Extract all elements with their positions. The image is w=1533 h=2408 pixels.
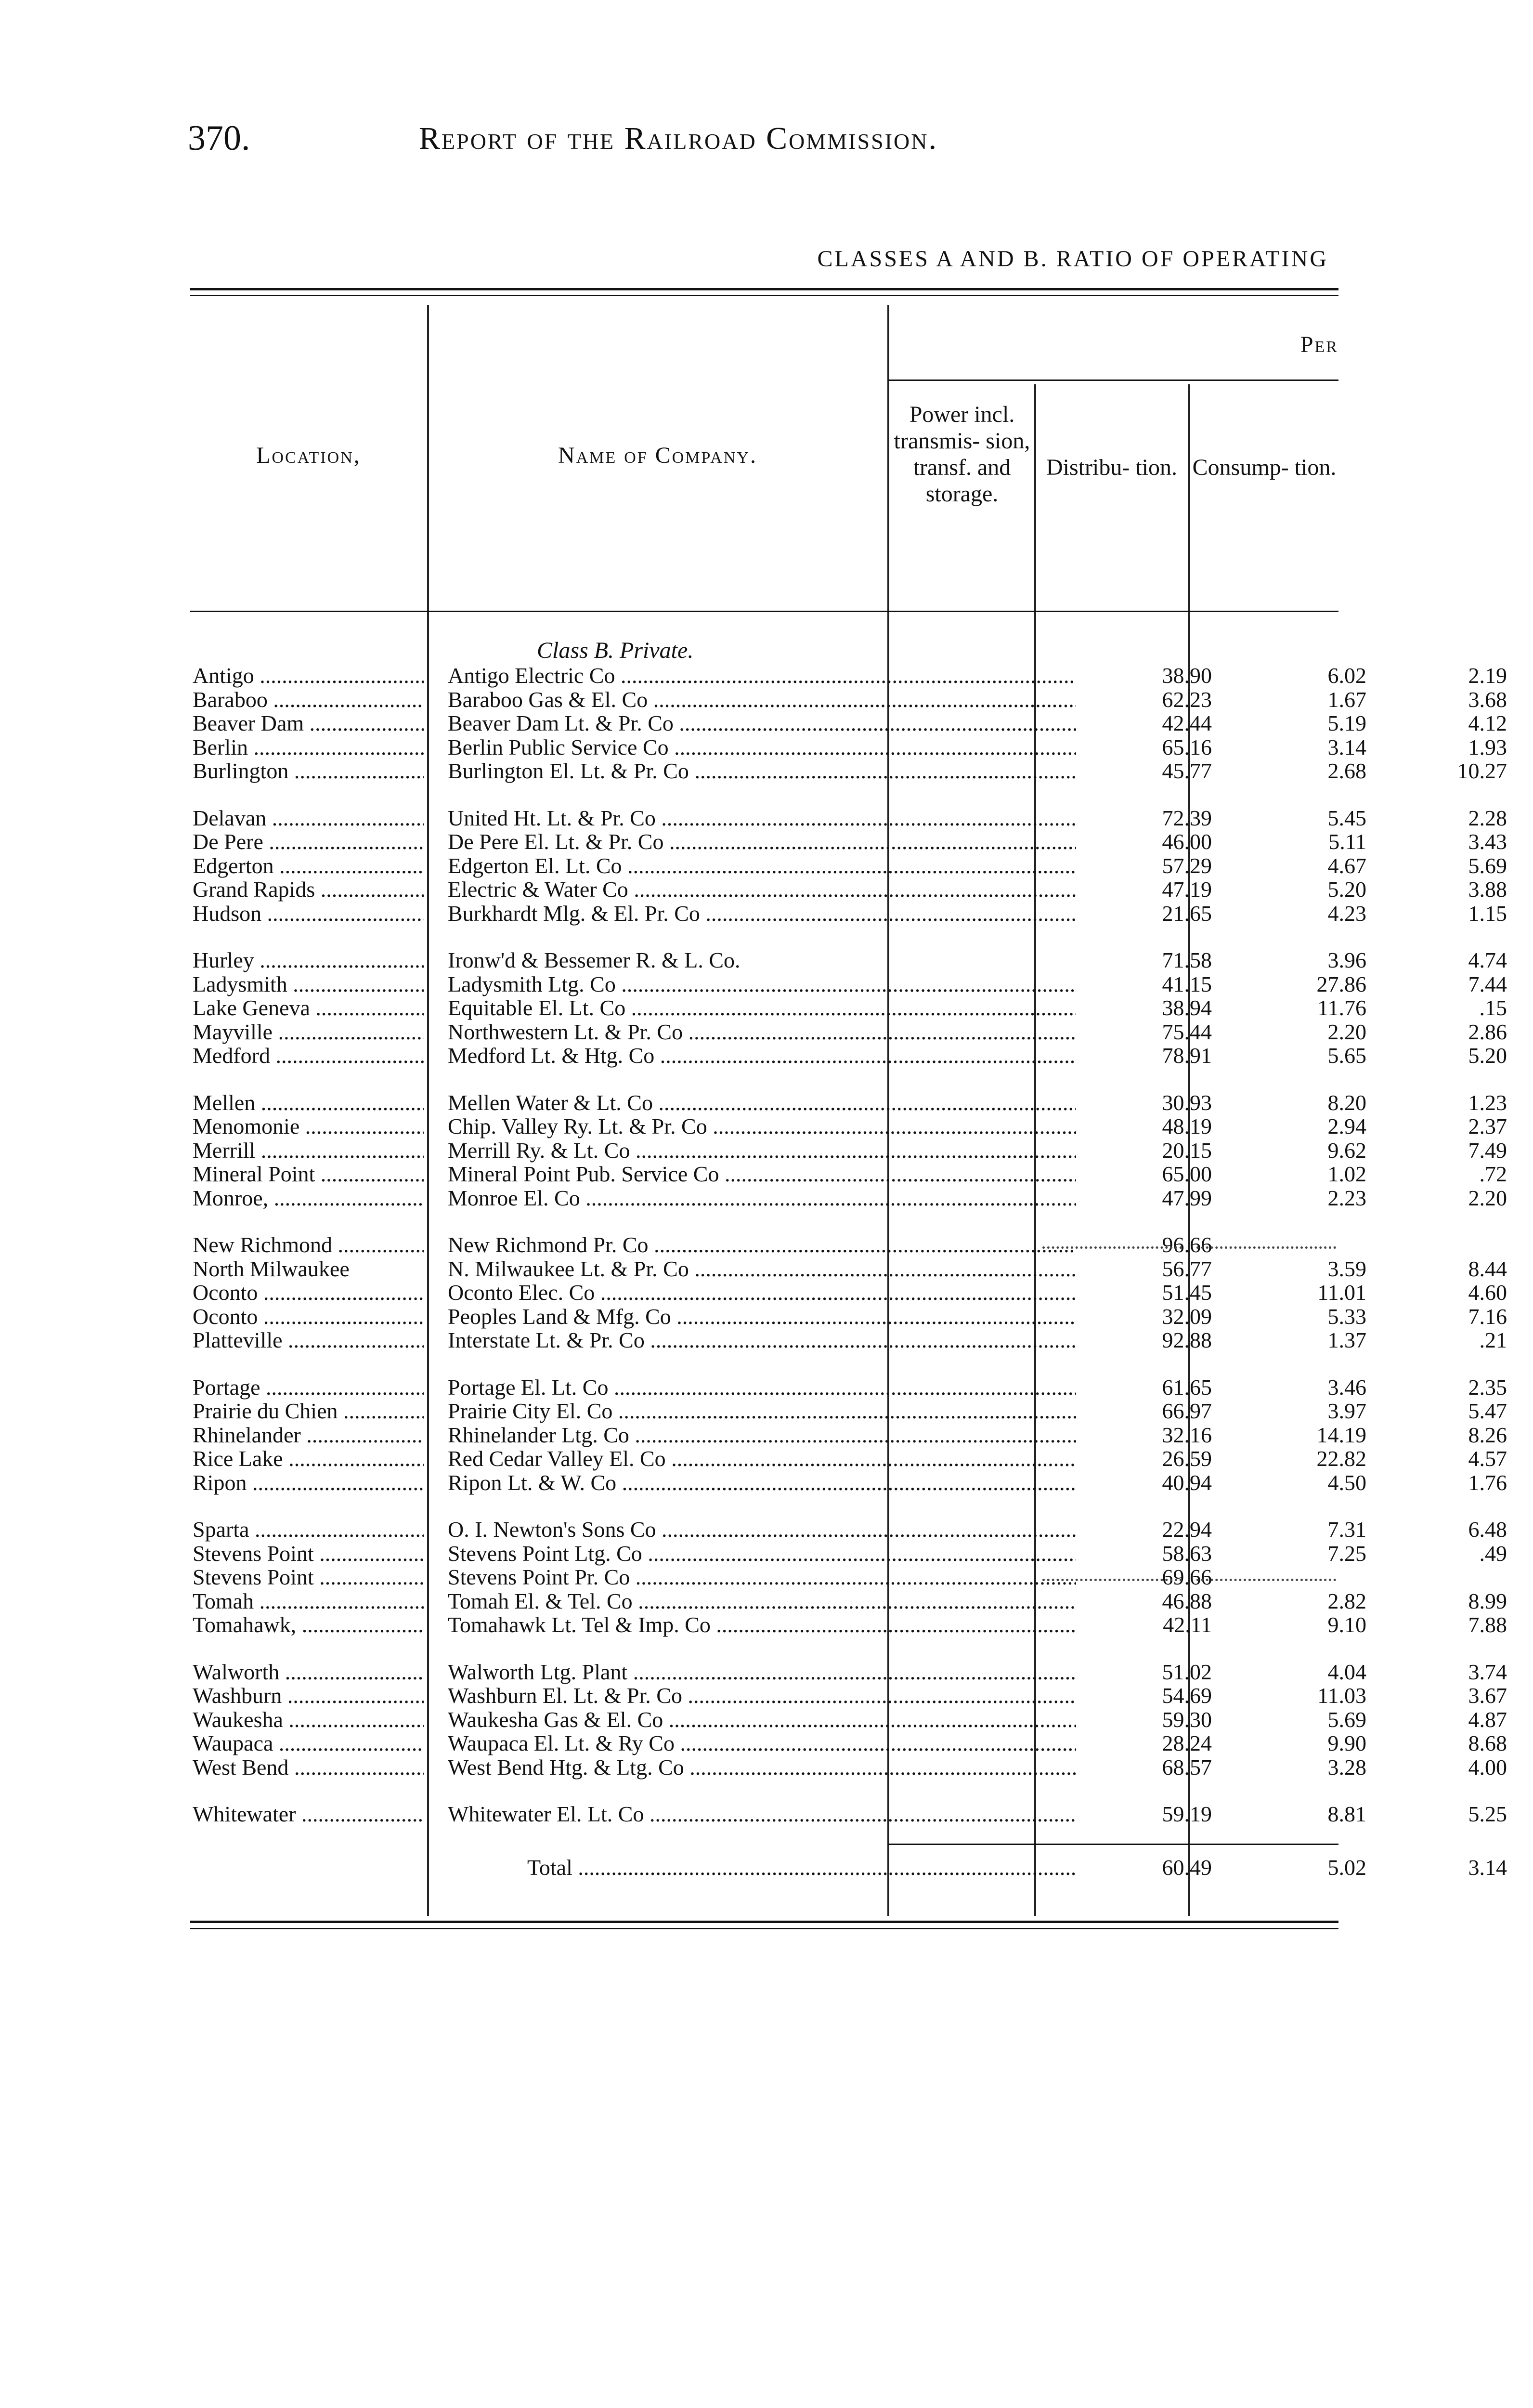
table-row [190, 1091, 1507, 1115]
distribution-cell: 1.67 [1327, 688, 1366, 712]
header-distribution: Distribu- tion. [1046, 455, 1177, 480]
location-cell: Tomah ..... [193, 1589, 424, 1613]
company-cell: Antigo Electric Co ..... [448, 664, 1076, 688]
section-title: Class B. Private. [537, 638, 694, 663]
power-cell: 66.97 [1162, 1399, 1212, 1423]
distribution-cell: 3.46 [1327, 1375, 1366, 1400]
header-company: Name of Company. [558, 443, 757, 468]
table-row [190, 1589, 1507, 1613]
table-row [190, 711, 1507, 735]
power-cell: 61.65 [1162, 1375, 1212, 1400]
consumption-cell: 8.44 [1468, 1257, 1507, 1281]
distribution-cell: 11.03 [1317, 1684, 1366, 1708]
header-rule [190, 611, 1338, 612]
table-row [190, 1162, 1507, 1186]
consumption-cell: 8.68 [1468, 1731, 1507, 1755]
location-cell: Oconto ..... [193, 1305, 424, 1329]
power-cell: 26.59 [1162, 1447, 1212, 1471]
consumption-cell: 3.67 [1468, 1684, 1507, 1708]
company-cell: Northwestern Lt. & Pr. Co ..... [448, 1020, 1076, 1044]
consumption-cell: .72 [1479, 1162, 1507, 1186]
power-cell: 68.57 [1162, 1755, 1212, 1780]
consumption-cell: .21 [1479, 1328, 1507, 1352]
company-cell: West Bend Htg. & Ltg. Co ..... [448, 1755, 1076, 1780]
location-cell: Monroe, ..... [193, 1186, 424, 1210]
distribution-cell: 3.14 [1327, 735, 1366, 759]
location-cell: Rice Lake ..... [193, 1447, 424, 1471]
company-cell: Portage El. Lt. Co ..... [448, 1375, 1076, 1400]
location-cell: Sparta ..... [193, 1518, 424, 1542]
company-cell: O. I. Newton's Sons Co ..... [448, 1518, 1076, 1542]
power-cell: 72.39 [1162, 806, 1212, 830]
consumption-cell: 1.93 [1468, 735, 1507, 759]
location-cell: Whitewater ..... [193, 1802, 424, 1826]
distribution-cell: 4.67 [1327, 854, 1366, 878]
location-cell: Medford ..... [193, 1044, 424, 1068]
company-cell: United Ht. Lt. & Pr. Co ..... [448, 806, 1076, 830]
table-row [190, 1660, 1507, 1684]
company-cell: Waukesha Gas & El. Co ..... [448, 1708, 1076, 1732]
table-caption: CLASSES A AND B. RATIO OF OPERATING [817, 246, 1328, 272]
location-cell: Antigo ..... [193, 664, 424, 688]
power-cell: 46.00 [1162, 830, 1212, 854]
total-distribution: 5.02 [1327, 1856, 1366, 1880]
location-cell: Waukesha ..... [193, 1708, 424, 1732]
location-cell: Washburn ..... [193, 1684, 424, 1708]
bottom-rule [190, 1921, 1338, 1923]
table-row [190, 664, 1507, 688]
power-cell: 56.77 [1162, 1257, 1212, 1281]
table-row [190, 1139, 1507, 1163]
power-cell: 32.16 [1162, 1423, 1212, 1447]
company-cell: Walworth Ltg. Plant ..... [448, 1660, 1076, 1684]
distribution-cell: 22.82 [1316, 1447, 1366, 1471]
power-cell: 62.23 [1162, 688, 1212, 712]
location-cell: New Richmond ..... [193, 1233, 424, 1257]
running-head: Report of the Railroad Commission. [419, 121, 938, 156]
power-cell: 51.45 [1162, 1281, 1212, 1305]
blank-leader-dots [1196, 1246, 1336, 1249]
page-number: 370. [188, 118, 250, 158]
location-cell: Ladysmith ..... [193, 972, 424, 996]
company-cell: De Pere El. Lt. & Pr. Co ..... [448, 830, 1076, 854]
consumption-cell: 2.37 [1468, 1114, 1507, 1139]
consumption-cell: 3.43 [1468, 830, 1507, 854]
table-row [190, 1233, 1338, 1257]
consumption-cell: 4.60 [1468, 1281, 1507, 1305]
table-row [190, 735, 1507, 759]
distribution-cell: 8.81 [1327, 1802, 1366, 1826]
location-cell: Mellen ..... [193, 1091, 424, 1115]
consumption-cell: 2.20 [1468, 1186, 1507, 1210]
power-cell: 65.00 [1162, 1162, 1212, 1186]
consumption-cell: 4.87 [1468, 1708, 1507, 1732]
table-row [190, 854, 1507, 878]
consumption-cell: 1.23 [1468, 1091, 1507, 1115]
location-cell: Mineral Point ..... [193, 1162, 424, 1186]
company-cell: Oconto Elec. Co ..... [448, 1281, 1076, 1305]
power-cell: 28.24 [1162, 1731, 1212, 1755]
distribution-cell: 11.76 [1317, 996, 1366, 1020]
location-cell: Walworth ..... [193, 1660, 424, 1684]
power-cell: 51.02 [1162, 1660, 1212, 1684]
top-rule-thin [190, 295, 1338, 296]
power-cell: 32.09 [1162, 1305, 1212, 1329]
consumption-cell: 5.69 [1468, 854, 1507, 878]
distribution-cell: 5.65 [1327, 1044, 1366, 1068]
distribution-cell: 27.86 [1316, 972, 1366, 996]
distribution-cell: 5.19 [1327, 711, 1366, 735]
table-row [190, 1755, 1507, 1780]
location-cell: North Milwaukee [193, 1257, 350, 1281]
location-cell: Grand Rapids ..... [193, 877, 424, 902]
location-cell: Merrill ..... [193, 1139, 424, 1163]
table-row [190, 1423, 1507, 1447]
distribution-cell: 4.23 [1327, 902, 1366, 926]
power-cell: 38.90 [1162, 664, 1212, 688]
consumption-cell: 1.76 [1468, 1471, 1507, 1495]
power-cell: 20.15 [1162, 1139, 1212, 1163]
power-cell: 21.65 [1162, 902, 1212, 926]
table-row [190, 1542, 1507, 1566]
consumption-cell: 1.15 [1468, 902, 1507, 926]
table-row [190, 1447, 1507, 1471]
table-row [190, 996, 1507, 1020]
table-row [190, 1020, 1507, 1044]
table-row [190, 688, 1507, 712]
company-cell: Burkhardt Mlg. & El. Pr. Co ..... [448, 902, 1076, 926]
consumption-cell: 5.47 [1468, 1399, 1507, 1423]
location-cell: Tomahawk, ..... [193, 1613, 424, 1637]
company-cell: Stevens Point Pr. Co ..... [448, 1565, 1076, 1589]
location-cell: Lake Geneva ..... [193, 996, 424, 1020]
distribution-cell: 7.31 [1327, 1518, 1366, 1542]
location-cell: Menomonie ..... [193, 1114, 424, 1139]
distribution-cell: 5.11 [1328, 830, 1366, 854]
company-cell: Whitewater El. Lt. Co ..... [448, 1802, 1076, 1826]
location-cell: Portage ..... [193, 1375, 424, 1400]
company-cell: Red Cedar Valley El. Co ..... [448, 1447, 1076, 1471]
power-cell: 69.66 [1162, 1565, 1212, 1589]
power-cell: 46.88 [1162, 1589, 1212, 1613]
company-cell: Electric & Water Co ..... [448, 877, 1076, 902]
distribution-cell: 5.69 [1327, 1708, 1366, 1732]
consumption-cell: 6.48 [1468, 1518, 1507, 1542]
consumption-cell: 7.44 [1468, 972, 1507, 996]
consumption-cell: 4.74 [1468, 948, 1507, 972]
company-cell: Medford Lt. & Htg. Co ..... [448, 1044, 1076, 1068]
company-cell: Ladysmith Ltg. Co ..... [448, 972, 1076, 996]
distribution-cell: 4.04 [1327, 1660, 1366, 1684]
location-cell: Ripon ..... [193, 1471, 424, 1495]
power-cell: 22.94 [1162, 1518, 1212, 1542]
company-cell: Ripon Lt. & W. Co ..... [448, 1471, 1076, 1495]
location-cell: Burlington ..... [193, 759, 424, 783]
distribution-cell: 11.01 [1317, 1281, 1366, 1305]
power-cell: 41.15 [1162, 972, 1212, 996]
distribution-cell: 1.37 [1327, 1328, 1366, 1352]
table-row [190, 948, 1507, 972]
table-row [190, 1186, 1507, 1210]
distribution-cell: 3.96 [1327, 948, 1366, 972]
total-power: 60.49 [1162, 1856, 1212, 1880]
distribution-cell: 5.20 [1327, 877, 1366, 902]
company-cell: Interstate Lt. & Pr. Co ..... [448, 1328, 1076, 1352]
consumption-cell: 7.88 [1468, 1613, 1507, 1637]
power-cell: 47.19 [1162, 877, 1212, 902]
distribution-cell: 3.28 [1327, 1755, 1366, 1780]
company-cell: Mellen Water & Lt. Co ..... [448, 1091, 1076, 1115]
location-cell: Oconto ..... [193, 1281, 424, 1305]
power-cell: 45.77 [1162, 759, 1212, 783]
company-cell: Waupaca El. Lt. & Ry Co ..... [448, 1731, 1076, 1755]
company-cell: Stevens Point Ltg. Co ..... [448, 1542, 1076, 1566]
distribution-cell: 1.02 [1327, 1162, 1366, 1186]
total-label: Total ..... [527, 1856, 1076, 1880]
location-cell: Delavan ..... [193, 806, 424, 830]
power-cell: 47.99 [1162, 1186, 1212, 1210]
power-cell: 42.11 [1163, 1613, 1212, 1637]
power-cell: 96.66 [1162, 1233, 1212, 1257]
consumption-cell: 2.86 [1468, 1020, 1507, 1044]
table-row [190, 806, 1507, 830]
location-cell: Prairie du Chien ..... [193, 1399, 424, 1423]
per-rule [888, 380, 1338, 381]
power-cell: 30.93 [1162, 1091, 1212, 1115]
distribution-cell: 4.50 [1327, 1471, 1366, 1495]
location-cell: Hurley ..... [193, 948, 424, 972]
distribution-cell: 9.90 [1327, 1731, 1366, 1755]
table-row [190, 1328, 1507, 1352]
header-per: Per [1300, 332, 1338, 357]
consumption-cell: 8.26 [1468, 1423, 1507, 1447]
company-cell: Equitable El. Lt. Co ..... [448, 996, 1076, 1020]
company-cell: Chip. Valley Ry. Lt. & Pr. Co ..... [448, 1114, 1076, 1139]
company-cell: N. Milwaukee Lt. & Pr. Co ..... [448, 1257, 1076, 1281]
company-cell: Washburn El. Lt. & Pr. Co ..... [448, 1684, 1076, 1708]
table-row [190, 1375, 1507, 1400]
distribution-cell: 2.23 [1327, 1186, 1366, 1210]
table-row [190, 1708, 1507, 1732]
company-cell: Peoples Land & Mfg. Co ..... [448, 1305, 1076, 1329]
header-consumption: Consump- tion. [1192, 455, 1337, 480]
location-cell: West Bend ..... [193, 1755, 424, 1780]
company-cell: Berlin Public Service Co ..... [448, 735, 1076, 759]
table-row [190, 1802, 1507, 1826]
total-consumption: 3.14 [1468, 1856, 1507, 1880]
consumption-cell: 4.00 [1468, 1755, 1507, 1780]
power-cell: 92.88 [1162, 1328, 1212, 1352]
consumption-cell: .49 [1479, 1542, 1507, 1566]
company-cell: New Richmond Pr. Co ..... [448, 1233, 1076, 1257]
distribution-cell: 9.62 [1327, 1139, 1366, 1163]
location-cell: Edgerton ..... [193, 854, 424, 878]
company-cell: Tomahawk Lt. Tel & Imp. Co ..... [448, 1613, 1076, 1637]
consumption-cell: 2.35 [1468, 1375, 1507, 1400]
power-cell: 71.58 [1162, 948, 1212, 972]
data-table [190, 283, 1507, 1952]
location-cell: De Pere ..... [193, 830, 424, 854]
consumption-cell: 2.28 [1468, 806, 1507, 830]
power-cell: 59.19 [1162, 1802, 1212, 1826]
total-row [190, 1856, 1507, 1880]
distribution-cell: 3.59 [1327, 1257, 1366, 1281]
table-row [190, 830, 1507, 854]
power-cell: 40.94 [1162, 1471, 1212, 1495]
power-cell: 48.19 [1162, 1114, 1212, 1139]
consumption-cell: 10.27 [1457, 759, 1507, 783]
location-cell: Hudson ..... [193, 902, 424, 926]
location-cell: Rhinelander ..... [193, 1423, 424, 1447]
consumption-cell: 4.57 [1468, 1447, 1507, 1471]
table-row [190, 1114, 1507, 1139]
distribution-cell: 3.97 [1327, 1399, 1366, 1423]
consumption-cell: 7.49 [1468, 1139, 1507, 1163]
blank-leader-dots [1196, 1579, 1336, 1581]
company-cell: Merrill Ry. & Lt. Co ..... [448, 1139, 1076, 1163]
power-cell: 59.30 [1162, 1708, 1212, 1732]
consumption-cell: 3.74 [1468, 1660, 1507, 1684]
consumption-cell: 7.16 [1468, 1305, 1507, 1329]
location-cell: Beaver Dam ..... [193, 711, 424, 735]
company-cell: Baraboo Gas & El. Co ..... [448, 688, 1076, 712]
consumption-cell: 5.25 [1468, 1802, 1507, 1826]
company-cell: Edgerton El. Lt. Co ..... [448, 854, 1076, 878]
distribution-cell: 2.82 [1327, 1589, 1366, 1613]
distribution-cell: 6.02 [1327, 664, 1366, 688]
table-row [190, 1399, 1507, 1423]
table-row [190, 1257, 1507, 1281]
table-row [190, 1565, 1338, 1589]
power-cell: 65.16 [1162, 735, 1212, 759]
table-row [190, 902, 1507, 926]
header-power: Power incl. transmis- sion, transf. and storage. [894, 402, 1030, 507]
location-cell: Stevens Point ..... [193, 1565, 424, 1589]
power-cell: 54.69 [1162, 1684, 1212, 1708]
consumption-cell: 4.12 [1468, 711, 1507, 735]
power-cell: 42.44 [1162, 711, 1212, 735]
location-cell: Berlin ..... [193, 735, 424, 759]
header-location: Location, [256, 443, 361, 468]
power-cell: 38.94 [1162, 996, 1212, 1020]
table-row [190, 972, 1507, 996]
table-row [190, 1305, 1507, 1329]
distribution-cell: 2.94 [1327, 1114, 1366, 1139]
distribution-cell: 5.33 [1327, 1305, 1366, 1329]
table-row [190, 1281, 1507, 1305]
table-row [190, 1044, 1507, 1068]
distribution-cell: 9.10 [1327, 1613, 1366, 1637]
distribution-cell: 2.20 [1327, 1020, 1366, 1044]
top-rule [190, 288, 1338, 290]
company-cell: Beaver Dam Lt. & Pr. Co ..... [448, 711, 1076, 735]
location-cell: Stevens Point ..... [193, 1542, 424, 1566]
distribution-cell: 2.68 [1327, 759, 1366, 783]
company-cell: Rhinelander Ltg. Co ..... [448, 1423, 1076, 1447]
consumption-cell: 3.68 [1468, 688, 1507, 712]
company-cell: Tomah El. & Tel. Co ..... [448, 1589, 1076, 1613]
company-cell: Ironw'd & Bessemer R. & L. Co. [448, 948, 741, 972]
blank-leader-dots [1042, 1579, 1182, 1581]
table-row [190, 1471, 1507, 1495]
power-cell: 57.29 [1162, 854, 1212, 878]
blank-leader-dots [1042, 1246, 1182, 1249]
table-row [190, 877, 1507, 902]
distribution-cell: 14.19 [1316, 1423, 1366, 1447]
location-cell: Baraboo ..... [193, 688, 424, 712]
distribution-cell: 5.45 [1327, 806, 1366, 830]
distribution-cell: 8.20 [1327, 1091, 1366, 1115]
company-cell: Burlington El. Lt. & Pr. Co ..... [448, 759, 1076, 783]
bottom-rule-thin [190, 1928, 1338, 1929]
location-cell: Mayville ..... [193, 1020, 424, 1044]
distribution-cell: 7.25 [1327, 1542, 1366, 1566]
consumption-cell: 5.20 [1468, 1044, 1507, 1068]
power-cell: 78.91 [1162, 1044, 1212, 1068]
consumption-cell: 2.19 [1468, 664, 1507, 688]
company-cell: Prairie City El. Co ..... [448, 1399, 1076, 1423]
table-row [190, 1731, 1507, 1755]
consumption-cell: 8.99 [1468, 1589, 1507, 1613]
table-row [190, 1613, 1507, 1637]
table-row [190, 1518, 1507, 1542]
location-cell: Waupaca ..... [193, 1731, 424, 1755]
table-row [190, 1684, 1507, 1708]
table-row [190, 759, 1507, 783]
consumption-cell: 3.88 [1468, 877, 1507, 902]
power-cell: 75.44 [1162, 1020, 1212, 1044]
consumption-cell: .15 [1479, 996, 1507, 1020]
company-cell: Monroe El. Co ..... [448, 1186, 1076, 1210]
company-cell: Mineral Point Pub. Service Co ..... [448, 1162, 1076, 1186]
power-cell: 58.63 [1162, 1542, 1212, 1566]
location-cell: Platteville ..... [193, 1328, 424, 1352]
total-rule [888, 1844, 1338, 1845]
